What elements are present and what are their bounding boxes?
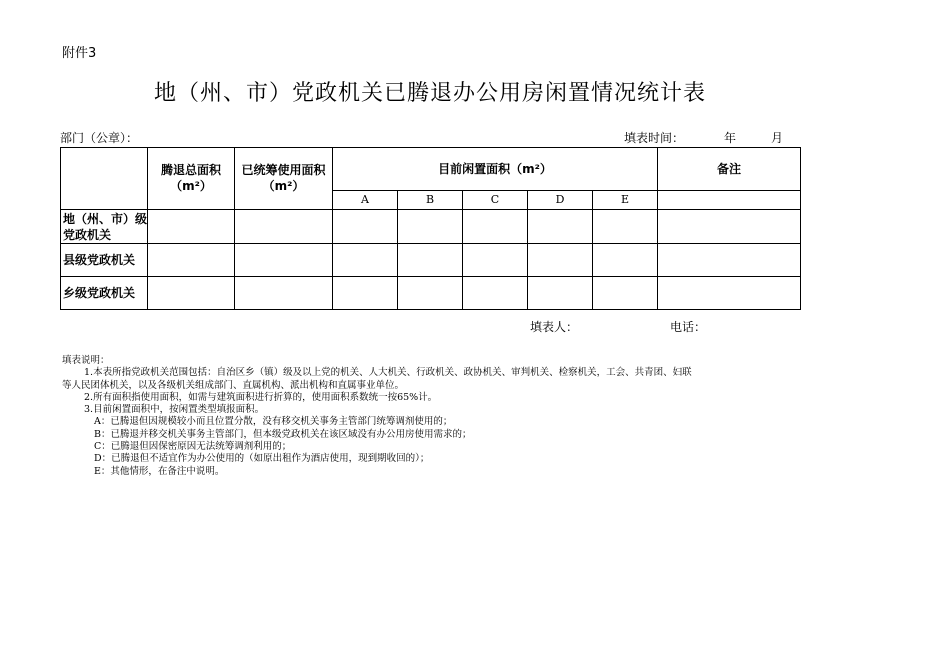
cell-input[interactable] — [593, 244, 658, 277]
cell-input[interactable] — [463, 210, 528, 244]
subheader-c: C — [463, 191, 528, 210]
instruction-3: 3.目前闲置面积中，按闲置类型填报面积。 — [84, 404, 265, 416]
cell-input[interactable] — [148, 277, 235, 310]
instruction-item-d: D：已腾退但不适宜作为办公使用的（如原出租作为酒店使用，现到期收回的）； — [94, 453, 430, 465]
cell-input[interactable] — [593, 210, 658, 244]
cell-input[interactable] — [398, 210, 463, 244]
cell-input[interactable] — [463, 277, 528, 310]
cell-input[interactable] — [658, 210, 801, 244]
cell-input[interactable] — [658, 277, 801, 310]
header-used-area-text: 已统筹使用面积（m²） — [241, 163, 326, 193]
cell-input[interactable] — [528, 244, 593, 277]
header-used-area — [235, 148, 333, 210]
filler-label: 填表人： — [530, 320, 579, 334]
fill-date-year-label: 年 — [724, 131, 737, 145]
cell-input[interactable] — [235, 244, 333, 277]
department-seal-label: 部门（公章）： — [60, 131, 139, 145]
header-idle-area: 目前闲置面积（m²） — [333, 148, 658, 191]
cell-input[interactable] — [658, 244, 801, 277]
cell-input[interactable] — [463, 244, 528, 277]
instructions — [62, 355, 802, 478]
page-title: 地（州、市）党政机关已腾退办公用房闲置情况统计表 — [153, 81, 706, 106]
instruction-item-a: A：已腾退但因规模较小而且位置分散，没有移交机关事务主管部门统筹调剂使用的； — [94, 416, 453, 428]
cell-input[interactable] — [333, 244, 398, 277]
table-row — [61, 244, 801, 277]
instruction-item-c: C：已腾退但因保密原因无法统筹调剂利用的； — [94, 441, 292, 453]
subheader-a: A — [333, 191, 398, 210]
row-label-prefecture-text: 地（州、市）级党政机关 — [63, 211, 148, 242]
row-label-county: 县级党政机关 — [61, 244, 148, 277]
header-total-area — [148, 148, 235, 210]
cell-input[interactable] — [235, 277, 333, 310]
attachment-label: 附件3 — [62, 46, 97, 61]
instruction-2: 2.所有面积指使用面积，如需与建筑面积进行折算的，使用面积系数统一按65%计。 — [84, 391, 438, 403]
table-row — [61, 210, 801, 244]
cell-input[interactable] — [333, 210, 398, 244]
fill-date-month-label: 月 — [771, 131, 784, 145]
instruction-item-e: E：其他情形，在备注中说明。 — [94, 465, 225, 477]
cell-input[interactable] — [333, 277, 398, 310]
fill-date-label: 填表时间： — [624, 131, 685, 145]
instruction-1: 1.本表所指党政机关范围包括：自治区乡（镇）级及以上党的机关、人大机关、行政机关、政协机关、审判机关、检察机关，工会、共青团、妇联 — [84, 367, 692, 379]
cell-input[interactable] — [593, 277, 658, 310]
row-label-township: 乡级党政机关 — [61, 277, 148, 310]
header-total-area-text: 腾退总面积（m²） — [160, 163, 221, 193]
cell-input[interactable] — [398, 277, 463, 310]
header-remarks: 备注 — [658, 148, 801, 191]
cell-input[interactable] — [148, 244, 235, 277]
instruction-item-b: B：已腾退并移交机关事务主管部门，但本级党政机关在该区域没有办公用房使用需求的； — [94, 428, 472, 440]
instruction-1-continued: 等人民团体机关，以及各级机关组成部门、直属机构、派出机构和直属事业单位。 — [62, 379, 405, 391]
cell-input[interactable] — [528, 210, 593, 244]
subheader-b: B — [398, 191, 463, 210]
subheader-d: D — [528, 191, 593, 210]
phone-label: 电话： — [670, 320, 707, 334]
cell-input[interactable] — [148, 210, 235, 244]
header-corner-cell[interactable] — [61, 148, 148, 210]
instructions-heading: 填表说明： — [62, 355, 110, 366]
subheader-remarks-blank[interactable] — [658, 191, 801, 210]
cell-input[interactable] — [398, 244, 463, 277]
statistics-table — [60, 147, 801, 310]
table-row — [61, 277, 801, 310]
cell-input[interactable] — [235, 210, 333, 244]
subheader-e: E — [593, 191, 658, 210]
row-label-prefecture — [61, 210, 148, 244]
cell-input[interactable] — [528, 277, 593, 310]
